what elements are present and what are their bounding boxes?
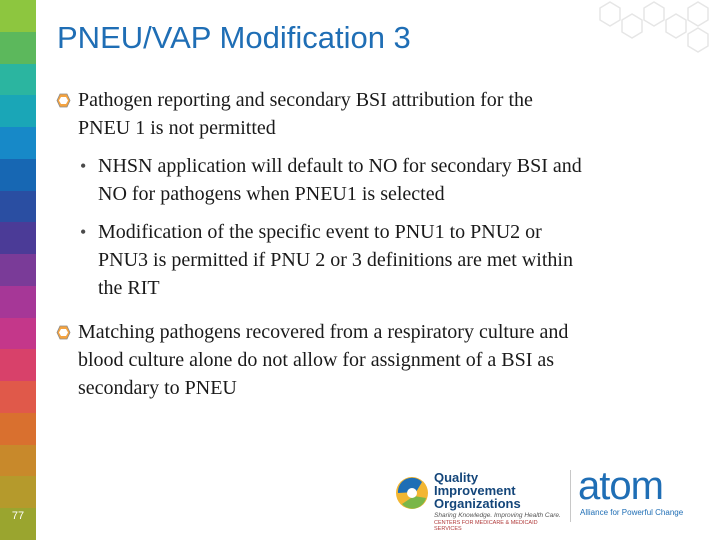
sub-bullet-text-line: PNU3 is permitted if PNU 2 or 3 definitions are met within	[98, 249, 573, 271]
sub-bullet-text-line: NO for pathogens when PNEU1 is selected	[98, 183, 445, 205]
stripe-segment	[0, 318, 36, 350]
atom-logo-wordmark: atom	[578, 464, 663, 508]
stripe-segment	[0, 32, 36, 64]
stripe-segment	[0, 191, 36, 223]
sub-bullet-text-line: NHSN application will default to NO for secondary BSI and	[98, 155, 582, 177]
qio-name-line: Organizations	[434, 496, 521, 511]
qio-logo	[392, 468, 562, 532]
slide-body	[56, 86, 676, 402]
stripe-segment	[0, 95, 36, 127]
bullet-text-line: PNEU 1 is not permitted	[78, 117, 276, 139]
stripe-segment	[0, 64, 36, 96]
stripe-segment	[0, 0, 36, 32]
stripe-segment	[0, 476, 36, 508]
bullet-dot-icon: •	[80, 156, 87, 176]
stripe-segment	[0, 222, 36, 254]
stripe-segment	[0, 127, 36, 159]
sub-bullet-text-line: Modification of the specific event to PNU1 to PNU2 or	[98, 221, 542, 243]
stripe-segment	[0, 159, 36, 191]
bullet-text-line: secondary to PNEU	[78, 377, 237, 399]
bullet-item	[56, 318, 676, 402]
hex-bullet-icon	[56, 93, 71, 108]
stripe-segment	[0, 254, 36, 286]
hex-bullet-icon	[56, 325, 71, 340]
bullet-text-line: Matching pathogens recovered from a respiratory culture and	[78, 321, 569, 343]
hexagon-decoration	[580, 0, 720, 60]
left-color-stripe	[0, 0, 36, 540]
bullet-dot-icon: •	[80, 222, 87, 242]
atom-logo-tagline: Alliance for Powerful Change	[580, 508, 684, 517]
stripe-segment	[0, 381, 36, 413]
bullet-item	[56, 86, 676, 142]
qio-cms-text: CENTERS FOR MEDICARE & MEDICAID SERVICES	[434, 520, 538, 532]
slide-number: 77	[11, 510, 25, 522]
bullet-text-line: blood culture alone do not allow for assignment of a BSI as	[78, 349, 555, 371]
qio-tagline: Sharing Knowledge. Improving Health Care.	[434, 512, 561, 519]
sub-bullet-item	[80, 152, 676, 208]
stripe-segment	[0, 413, 36, 445]
qio-swirl-icon	[392, 470, 432, 516]
sub-bullet-text-line: the RIT	[98, 277, 160, 299]
logo-divider	[570, 470, 571, 522]
stripe-segment	[0, 349, 36, 381]
sub-bullet-item	[80, 218, 676, 302]
slide-title: PNEU/VAP Modification 3	[57, 20, 411, 55]
stripe-segment	[0, 445, 36, 477]
bullet-text-line: Pathogen reporting and secondary BSI attribution for the	[78, 89, 533, 111]
qio-name-line: Quality Improvement	[434, 470, 516, 498]
stripe-segment	[0, 286, 36, 318]
atom-logo	[578, 464, 708, 524]
qio-logo-text	[434, 471, 562, 532]
